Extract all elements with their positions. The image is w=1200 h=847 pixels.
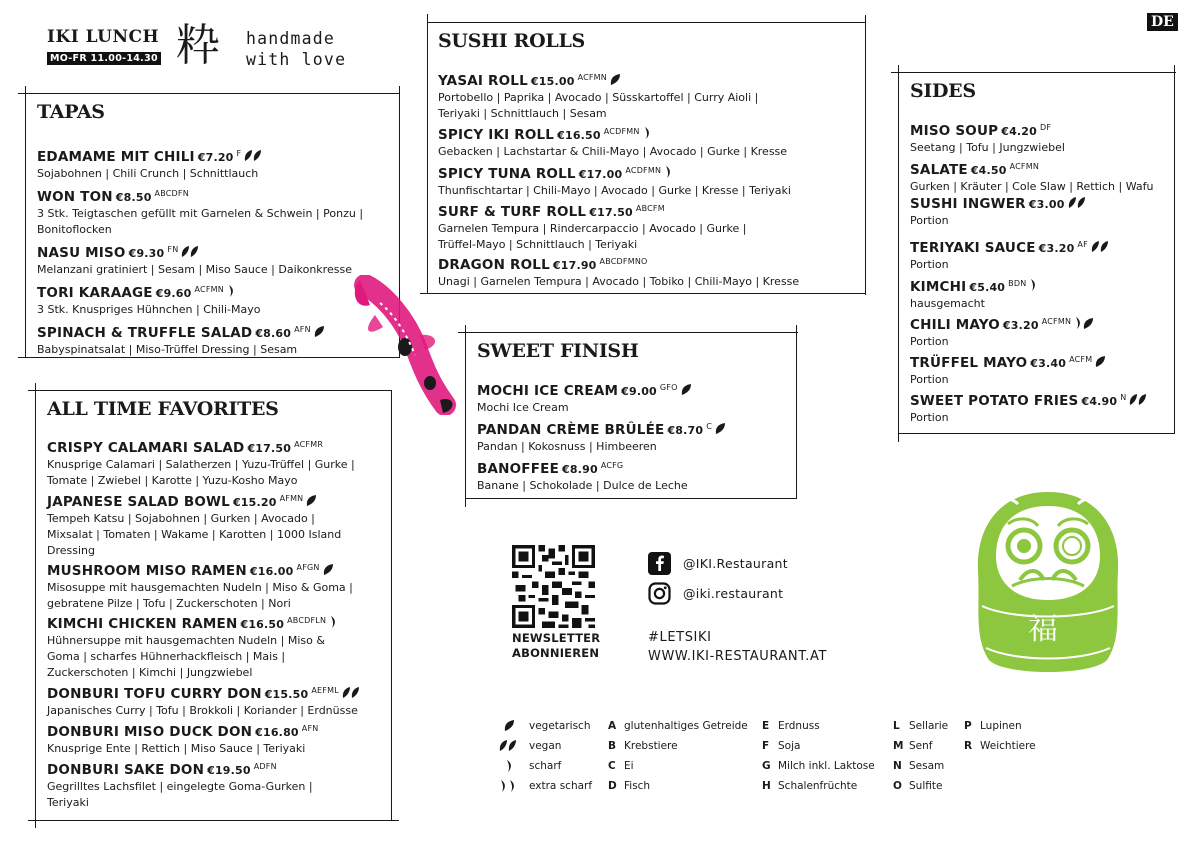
menu-item[interactable] bbox=[477, 418, 787, 455]
allergen-code: D bbox=[608, 780, 617, 792]
menu-item[interactable] bbox=[47, 720, 387, 757]
allergen-label: Sellarie bbox=[909, 720, 949, 732]
item-allergens: FN bbox=[167, 245, 179, 254]
item-price: €16.50 bbox=[557, 129, 601, 142]
allergen-label: Senf bbox=[909, 740, 933, 752]
item-name: SPICY TUNA ROLL bbox=[438, 166, 576, 182]
menu-item[interactable] bbox=[910, 119, 1170, 156]
newsletter-qr-code[interactable] bbox=[512, 545, 595, 628]
item-desc: Portion bbox=[910, 258, 949, 271]
item-name: BANOFFEE bbox=[477, 461, 560, 477]
menu-item[interactable] bbox=[910, 389, 1172, 426]
allergen-code: H bbox=[762, 780, 771, 792]
item-desc: Knusprige Ente | Rettich | Miso Sauce | Teriyaki bbox=[47, 742, 306, 755]
leaf-icon bbox=[714, 422, 726, 435]
sweet-title: SWEET FINISH bbox=[477, 340, 639, 362]
item-allergens: AEFML bbox=[311, 686, 339, 695]
allergen-label: Weichtiere bbox=[980, 740, 1036, 752]
vegan-icon bbox=[243, 149, 263, 162]
item-name: SWEET POTATO FRIES bbox=[910, 393, 1079, 409]
double-chili-icon bbox=[498, 779, 518, 793]
allergen-label: Sulfite bbox=[909, 780, 943, 792]
legend-vegan: vegan bbox=[529, 740, 562, 752]
menu-item[interactable] bbox=[47, 436, 387, 489]
legend-allergen bbox=[893, 759, 944, 773]
tagline-line-2: with love bbox=[246, 50, 347, 69]
rolls-border-bottom-ext bbox=[420, 293, 428, 294]
vegan-icon bbox=[1067, 196, 1087, 209]
menu-item[interactable] bbox=[47, 559, 382, 612]
allergen-code: F bbox=[762, 740, 770, 752]
item-allergens: ACFMN bbox=[577, 73, 607, 82]
allergen-code: R bbox=[964, 740, 973, 752]
item-desc: hausgemacht bbox=[910, 297, 985, 310]
legend-vegetarian: vegetarisch bbox=[529, 720, 591, 732]
leaf-icon bbox=[313, 325, 325, 338]
item-allergens: BDN bbox=[1008, 279, 1027, 288]
item-allergens: ACFG bbox=[600, 461, 624, 470]
item-desc: Gegrilltes Lachsfilet | eingelegte Goma-Gurken | Teriyaki bbox=[47, 780, 313, 809]
tagline-line-1: handmade bbox=[246, 29, 336, 48]
legend-allergen bbox=[762, 779, 857, 793]
tapas-border-top-ext bbox=[18, 93, 26, 94]
item-desc: Hühnersuppe mit hausgemachten Nudeln | Miso & Goma | scharfes Hühnerhackfleisch | Mais | Zuckerschoten | Kimchi | Jungzwiebel bbox=[47, 634, 325, 679]
item-name: SPICY IKI ROLL bbox=[438, 127, 555, 143]
chili-icon bbox=[504, 759, 514, 773]
item-desc: Unagi | Garnelen Tempura | Avocado | Tobiko | Chili-Mayo | Kresse bbox=[438, 275, 800, 288]
instagram-handle[interactable]: @iki.restaurant bbox=[683, 586, 784, 601]
item-desc: Portion bbox=[910, 411, 949, 424]
sweet-border-right-ext bbox=[796, 325, 797, 333]
item-name: TORI KARAAGE bbox=[37, 285, 153, 301]
legend-allergen bbox=[608, 719, 748, 733]
item-price: €8.70 bbox=[667, 424, 704, 437]
item-price: €17.50 bbox=[247, 442, 292, 455]
item-desc: Sojabohnen | Chili Crunch | Schnittlauch bbox=[37, 167, 259, 180]
item-price: €3.40 bbox=[1030, 357, 1067, 370]
rolls-title: SUSHI ROLLS bbox=[438, 30, 585, 52]
item-desc: Knusprige Calamari | Salatherzen | Yuzu-Trüffel | Gurke | Tomate | Zwiebel | Karotte | Yuzu-Kosho Mayo bbox=[47, 458, 355, 487]
allergen-label: Milch inkl. Laktose bbox=[778, 760, 875, 772]
item-desc: Garnelen Tempura | Rindercarpaccio | Avocado | Gurke | Trüffel-Mayo | Schnittlauch | Teriyaki bbox=[438, 222, 747, 251]
item-desc: Gurken | Kräuter | Cole Slaw | Rettich | Wafu bbox=[910, 180, 1154, 193]
item-price: €9.30 bbox=[128, 247, 165, 260]
item-name: TERIYAKI SAUCE bbox=[910, 240, 1036, 256]
item-allergens: F bbox=[236, 149, 242, 158]
facebook-handle[interactable]: @IKI.Restaurant bbox=[683, 556, 788, 571]
favorites-border-top-ext bbox=[28, 390, 36, 391]
item-allergens: ADFN bbox=[253, 762, 277, 771]
item-price: €8.50 bbox=[115, 191, 152, 204]
vegan-icon bbox=[1090, 240, 1110, 253]
item-desc: Babyspinatsalat | Miso-Trüffel Dressing | Sesam bbox=[37, 343, 298, 356]
item-allergens: ABCFM bbox=[635, 204, 665, 213]
vegan-icon bbox=[498, 739, 518, 752]
item-price: €4.50 bbox=[970, 164, 1007, 177]
item-desc: Thunfischtartar | Chili-Mayo | Avocado | Gurke | Kresse | Teriyaki bbox=[438, 184, 791, 197]
menu-item[interactable] bbox=[910, 158, 1175, 195]
allergen-label: Soja bbox=[778, 740, 801, 752]
allergen-label: Ei bbox=[624, 760, 634, 772]
menu-item[interactable] bbox=[477, 379, 787, 416]
allergen-code: A bbox=[608, 720, 617, 732]
menu-item[interactable] bbox=[438, 162, 858, 199]
sweet-border-top bbox=[458, 332, 798, 333]
item-name: YASAI ROLL bbox=[438, 73, 528, 89]
item-allergens: AFN bbox=[301, 724, 319, 733]
item-name: NASU MISO bbox=[37, 245, 126, 261]
leaf-icon bbox=[680, 383, 692, 396]
item-allergens: ACDFMN bbox=[625, 166, 662, 175]
item-desc: Banane | Schokolade | Dulce de Leche bbox=[477, 479, 688, 492]
allergen-label: Krebstiere bbox=[624, 740, 678, 752]
menu-item[interactable] bbox=[438, 123, 858, 160]
menu-item[interactable] bbox=[438, 69, 798, 122]
legend-allergen bbox=[608, 739, 678, 753]
item-price: €19.50 bbox=[207, 764, 251, 777]
item-allergens: C bbox=[706, 422, 713, 431]
sides-border-left bbox=[898, 65, 899, 442]
item-name: KIMCHI bbox=[910, 279, 967, 295]
tagline bbox=[246, 28, 346, 70]
tapas-title: TAPAS bbox=[37, 101, 105, 123]
legend-extra-spicy: extra scharf bbox=[529, 780, 593, 792]
item-name: TRÜFFEL MAYO bbox=[910, 355, 1028, 371]
item-desc: 3 Stk. Teigtaschen gefüllt mit Garnelen & Schwein | Ponzu | Bonitoflocken bbox=[37, 207, 364, 236]
item-name: SURF & TURF ROLL bbox=[438, 204, 587, 220]
item-allergens: AFN bbox=[294, 325, 311, 334]
sweet-border-left bbox=[465, 325, 466, 507]
item-allergens: ACFMR bbox=[294, 440, 324, 449]
newsletter-label[interactable]: NEWSLETTER ABONNIEREN bbox=[512, 631, 601, 660]
menu-item[interactable] bbox=[47, 758, 347, 811]
menu-item[interactable] bbox=[37, 281, 392, 318]
sides-border-top bbox=[891, 72, 1176, 73]
allergen-label: Sesam bbox=[909, 760, 945, 772]
sides-border-right-ext bbox=[1174, 65, 1175, 73]
instagram-icon[interactable] bbox=[648, 582, 671, 605]
vegan-icon bbox=[341, 686, 361, 699]
item-name: EDAMAME MIT CHILI bbox=[37, 149, 195, 165]
leaf-icon bbox=[503, 719, 515, 732]
item-price: €3.20 bbox=[1038, 242, 1075, 255]
allergen-code: G bbox=[762, 760, 771, 772]
rolls-border-left-ext bbox=[427, 14, 428, 23]
menu-item[interactable] bbox=[477, 457, 787, 494]
hashtag: #LETSIKI bbox=[648, 630, 712, 645]
item-desc: Seetang | Tofu | Jungzwiebel bbox=[910, 141, 1065, 154]
vegan-icon bbox=[180, 245, 200, 258]
menu-item[interactable] bbox=[910, 313, 1170, 350]
item-price: €16.80 bbox=[255, 726, 299, 739]
item-desc: Pandan | Kokosnuss | Himbeeren bbox=[477, 440, 657, 453]
allergen-label: Schalenfrüchte bbox=[778, 780, 858, 792]
menu-item[interactable] bbox=[910, 275, 1170, 312]
allergen-label: Lupinen bbox=[980, 720, 1022, 732]
favorites-title: ALL TIME FAVORITES bbox=[47, 398, 279, 420]
menu-item[interactable] bbox=[47, 490, 347, 559]
legend-allergen bbox=[608, 759, 634, 773]
item-price: €8.60 bbox=[255, 327, 292, 340]
item-desc: Misosuppe mit hausgemachten Nudeln | Miso & Goma | gebratene Pilze | Tofu | Zuckerschoten | Nori bbox=[47, 581, 353, 610]
item-allergens: ABCDFMNO bbox=[599, 257, 648, 266]
item-desc: Portion bbox=[910, 335, 949, 348]
item-name: KIMCHI CHICKEN RAMEN bbox=[47, 616, 238, 632]
item-allergens: ABCDFN bbox=[154, 189, 189, 198]
item-name: DONBURI MISO DUCK DON bbox=[47, 724, 253, 740]
item-price: €3.00 bbox=[1028, 198, 1065, 211]
allergen-label: Fisch bbox=[624, 780, 651, 792]
chili-icon bbox=[328, 615, 338, 629]
brand-name: IKI LUNCH bbox=[47, 27, 160, 47]
item-price: €17.00 bbox=[578, 168, 623, 181]
item-desc: Portion bbox=[910, 373, 949, 386]
legend-allergen bbox=[762, 759, 875, 773]
menu-item[interactable] bbox=[37, 185, 387, 238]
daruma-kanji: 福 bbox=[1028, 612, 1058, 647]
menu-item[interactable] bbox=[910, 196, 1170, 229]
item-name: MOCHI ICE CREAM bbox=[477, 383, 619, 399]
item-desc: Portobello | Paprika | Avocado | Süsskartoffel | Curry Aioli | Teriyaki | Schnittlauch | Sesam bbox=[438, 91, 759, 120]
allergen-label: Erdnuss bbox=[778, 720, 820, 732]
chili-icon bbox=[1028, 278, 1038, 292]
item-desc: Portion bbox=[910, 214, 949, 227]
menu-item[interactable] bbox=[37, 321, 392, 358]
chili-icon bbox=[226, 284, 236, 298]
allergen-code: E bbox=[762, 720, 770, 732]
leaf-icon bbox=[609, 73, 621, 86]
item-name: PANDAN CRÈME BRÛLÉE bbox=[477, 422, 665, 438]
menu-item[interactable] bbox=[47, 682, 387, 719]
item-allergens: GFO bbox=[659, 383, 678, 392]
legend-allergen bbox=[762, 719, 820, 733]
item-price: €5.40 bbox=[969, 281, 1006, 294]
lunch-hours: MO-FR 11.00-14.30 bbox=[47, 52, 161, 65]
allergen-code: M bbox=[893, 740, 904, 752]
item-price: €3.20 bbox=[1002, 319, 1039, 332]
item-allergens: AF bbox=[1077, 240, 1088, 249]
website-link[interactable]: WWW.IKI-RESTAURANT.AT bbox=[648, 649, 828, 664]
daruma-illustration bbox=[972, 488, 1124, 678]
legend-spicy: scharf bbox=[529, 760, 562, 772]
allergen-label: glutenhaltiges Getreide bbox=[624, 720, 748, 732]
chili-leaf-icon bbox=[1073, 316, 1095, 330]
item-name: CRISPY CALAMARI SALAD bbox=[47, 440, 245, 456]
menu-item[interactable] bbox=[37, 241, 392, 278]
menu-item[interactable] bbox=[910, 236, 1170, 273]
item-name: DRAGON ROLL bbox=[438, 257, 550, 273]
allergen-code: L bbox=[893, 720, 900, 732]
item-desc: Tempeh Katsu | Sojabohnen | Gurken | Avocado | Mixsalat | Tomaten | Wakame | Karotten | 1000 Island Dressing bbox=[47, 512, 342, 557]
item-price: €9.00 bbox=[621, 385, 657, 398]
item-name: CHILI MAYO bbox=[910, 317, 1000, 333]
item-name: WON TON bbox=[37, 189, 113, 205]
item-price: €15.50 bbox=[264, 688, 309, 701]
item-name: SPINACH & TRUFFLE SALAD bbox=[37, 325, 253, 341]
item-price: €17.50 bbox=[589, 206, 633, 219]
legend-allergen bbox=[893, 719, 948, 733]
vegan-icon bbox=[1128, 393, 1148, 406]
item-price: €9.60 bbox=[155, 287, 192, 300]
item-allergens: AFGN bbox=[296, 563, 320, 572]
legend-allergen bbox=[762, 739, 800, 753]
item-desc: Japanisches Curry | Tofu | Brokkoli | Koriander | Erdnüsse bbox=[47, 704, 358, 717]
allergen-code: O bbox=[893, 780, 902, 792]
rolls-border-right bbox=[865, 15, 866, 295]
item-price: €8.90 bbox=[562, 463, 598, 476]
legend-allergen bbox=[964, 719, 1022, 733]
item-name: DONBURI TOFU CURRY DON bbox=[47, 686, 262, 702]
item-allergens: ACFM bbox=[1069, 355, 1093, 364]
item-name: DONBURI SAKE DON bbox=[47, 762, 205, 778]
menu-item[interactable] bbox=[37, 145, 392, 182]
item-desc: 3 Stk. Knuspriges Hühnchen | Chili-Mayo bbox=[37, 303, 261, 316]
leaf-icon bbox=[1094, 355, 1106, 368]
chili-icon bbox=[663, 165, 673, 179]
leaf-icon bbox=[322, 563, 334, 576]
item-allergens: DF bbox=[1040, 123, 1052, 132]
item-price: €15.20 bbox=[232, 496, 277, 509]
item-name: JAPANESE SALAD BOWL bbox=[47, 494, 230, 510]
leaf-icon bbox=[305, 494, 317, 507]
menu-item[interactable] bbox=[910, 351, 1170, 388]
menu-item[interactable] bbox=[438, 253, 858, 290]
allergen-code: B bbox=[608, 740, 617, 752]
brand-block bbox=[47, 28, 161, 65]
item-allergens: AFMN bbox=[279, 494, 304, 503]
legend-allergen bbox=[893, 779, 942, 793]
chili-icon bbox=[642, 126, 652, 140]
item-desc: Melanzani gratiniert | Sesam | Miso Sauce | Daikonkresse bbox=[37, 263, 352, 276]
item-price: €7.20 bbox=[197, 151, 234, 164]
item-allergens: ACFMN bbox=[1041, 317, 1072, 326]
item-name: MUSHROOM MISO RAMEN bbox=[47, 563, 247, 579]
legend-allergen bbox=[964, 739, 1036, 753]
item-name: SUSHI INGWER bbox=[910, 196, 1026, 212]
item-allergens: ACFMN bbox=[194, 285, 224, 294]
item-name: MISO SOUP bbox=[910, 123, 999, 139]
item-allergens: ACDFMN bbox=[603, 127, 640, 136]
allergen-code: P bbox=[964, 720, 972, 732]
item-name: SALATE bbox=[910, 162, 968, 178]
item-allergens: ACFMN bbox=[1009, 162, 1040, 171]
legend-allergen bbox=[893, 739, 932, 753]
menu-item[interactable] bbox=[47, 612, 352, 681]
item-allergens: ABCDFLN bbox=[287, 616, 327, 625]
facebook-icon[interactable] bbox=[648, 552, 671, 575]
item-price: €4.20 bbox=[1001, 125, 1038, 138]
language-badge[interactable]: DE bbox=[1147, 13, 1178, 31]
favorites-border-bottom bbox=[28, 820, 399, 821]
kanji-logo: 粋 bbox=[176, 20, 220, 71]
item-allergens: N bbox=[1120, 393, 1127, 402]
favorites-border-left bbox=[35, 383, 36, 828]
item-price: €4.90 bbox=[1081, 395, 1118, 408]
item-price: €15.00 bbox=[530, 75, 575, 88]
sides-title: SIDES bbox=[910, 80, 976, 102]
allergen-code: C bbox=[608, 760, 616, 772]
legend-allergen bbox=[608, 779, 650, 793]
menu-item[interactable] bbox=[438, 200, 783, 253]
item-price: €17.90 bbox=[552, 259, 597, 272]
item-price: €16.50 bbox=[240, 618, 285, 631]
allergen-code: N bbox=[893, 760, 902, 772]
item-desc: Mochi Ice Cream bbox=[477, 401, 569, 414]
item-desc: Gebacken | Lachstartar & Chili-Mayo | Avocado | Gurke | Kresse bbox=[438, 145, 788, 158]
item-price: €16.00 bbox=[249, 565, 294, 578]
